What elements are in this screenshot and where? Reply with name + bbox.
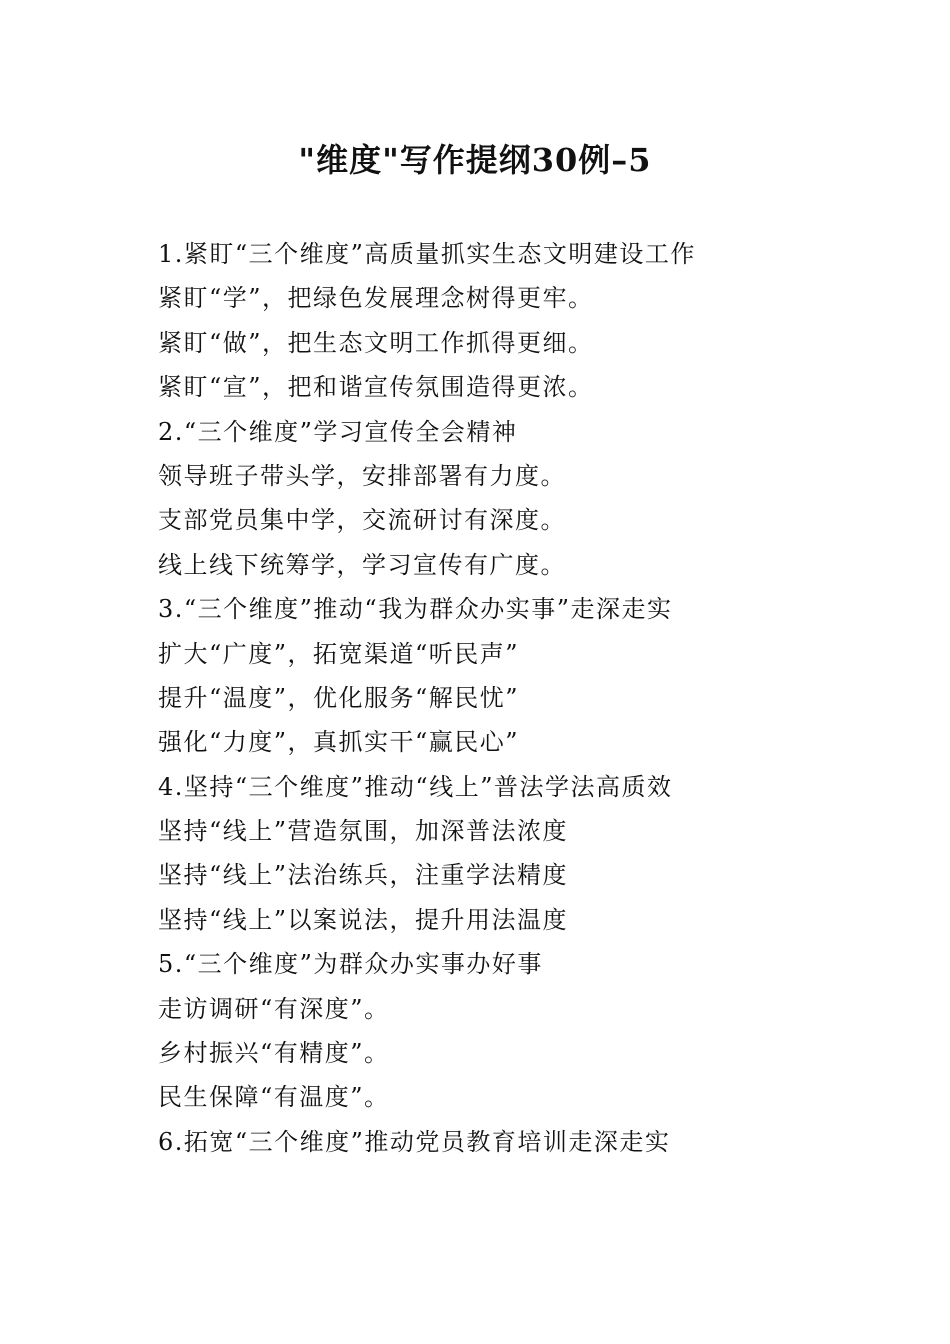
body-line: 坚持“线上”法治练兵，注重学法精度 (158, 861, 569, 890)
body-line: 走访调研“有深度”。 (158, 994, 390, 1023)
body-line: 紧盯“做”，把生态文明工作抓得更细。 (158, 328, 594, 357)
body-line: 坚持“线上”营造氛围，加深普法浓度 (158, 817, 569, 846)
body-line: 提升“温度”，优化服务“解民忧” (158, 683, 520, 712)
body-line: 紧盯“宣”，把和谐宣传氛围造得更浓。 (158, 373, 594, 402)
document-body (158, 232, 798, 1164)
heading-item-3: 3.“三个维度”推动“我为群众办实事”走深走实 (158, 595, 673, 624)
body-line: 领导班子带头学，安排部署有力度。 (158, 461, 566, 490)
heading-item-2: 2.“三个维度”学习宣传全会精神 (158, 417, 518, 446)
body-line: 支部党员集中学，交流研讨有深度。 (158, 506, 566, 535)
body-line: 坚持“线上”以案说法，提升用法温度 (158, 905, 569, 934)
body-line: 线上线下统筹学，学习宣传有广度。 (158, 550, 566, 579)
body-line: 扩大“广度”，拓宽渠道“听民声” (158, 639, 520, 668)
heading-item-6: 6.拓宽“三个维度”推动党员教育培训走深走实 (158, 1127, 671, 1156)
body-line: 民生保障“有温度”。 (158, 1083, 390, 1112)
body-line: 乡村振兴“有精度”。 (158, 1039, 390, 1068)
heading-item-4: 4.坚持“三个维度”推动“线上”普法学法高质效 (158, 772, 673, 801)
page-title: "维度"写作提纲30例–5 (298, 141, 652, 179)
body-line: 紧盯“学”，把绿色发展理念树得更牢。 (158, 284, 594, 313)
body-line: 强化“力度”，真抓实干“赢民心” (158, 728, 520, 757)
heading-item-1: 1.紧盯“三个维度”高质量抓实生态文明建设工作 (158, 240, 696, 268)
heading-item-5: 5.“三个维度”为群众办实事办好事 (158, 950, 543, 979)
